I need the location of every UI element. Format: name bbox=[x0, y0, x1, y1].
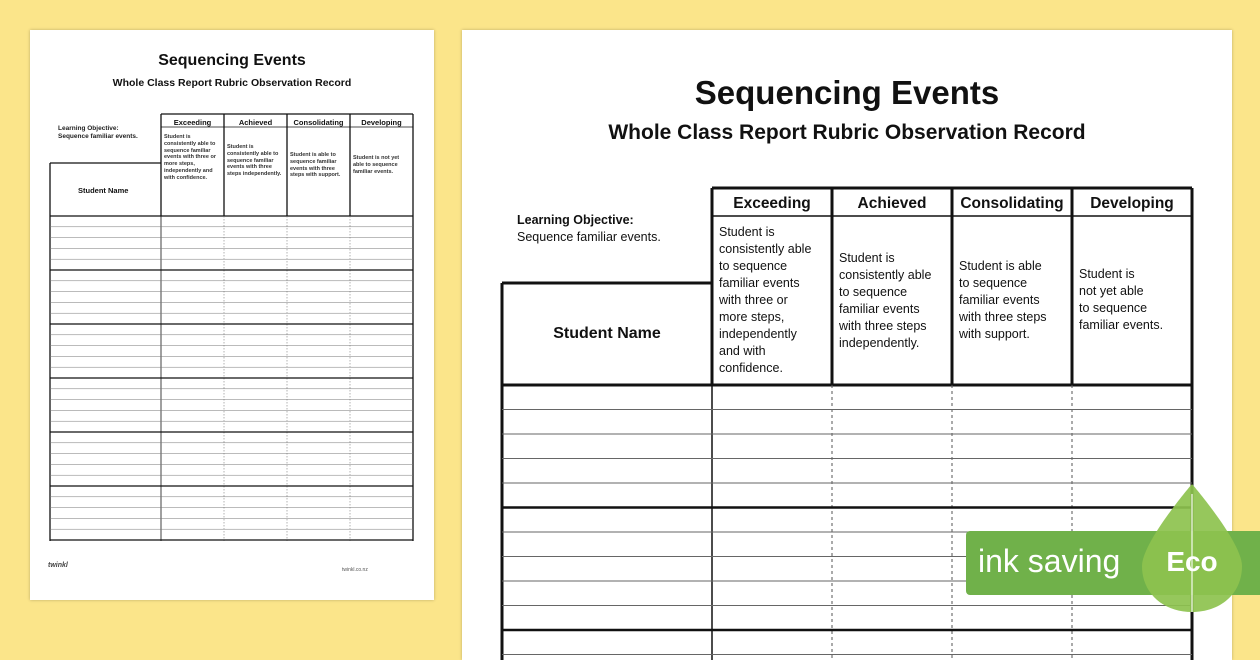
column-description-achieved bbox=[839, 250, 954, 352]
column-heading-consolidating: Consolidating bbox=[960, 195, 1064, 212]
small-col-description: Student is not yet able to sequence familiar events. bbox=[353, 155, 400, 175]
description-line: Student is bbox=[719, 225, 775, 239]
small-page-subtitle: Whole Class Report Rubric Observation Record bbox=[112, 77, 352, 89]
small-col-heading: Consolidating bbox=[293, 118, 344, 127]
learning-objective-text: Sequence familiar events. bbox=[517, 230, 661, 244]
small-learning-objective: Learning Objective: Sequence familiar events. bbox=[58, 125, 138, 140]
description-line: Student is able bbox=[959, 259, 1042, 273]
column-description-consolidating bbox=[959, 258, 1074, 343]
small-student-name-header: Student Name bbox=[78, 186, 129, 195]
description-line: independently. bbox=[839, 336, 920, 350]
small-footer-text: twinkl.co.nz bbox=[342, 567, 368, 573]
column-heading-achieved: Achieved bbox=[857, 195, 927, 212]
description-line: not yet able bbox=[1079, 284, 1144, 298]
description-line: consistently able bbox=[719, 242, 812, 256]
small-col-heading: Developing bbox=[361, 118, 402, 127]
ink-saving-label: ink saving bbox=[978, 543, 1121, 579]
small-rubric-grid bbox=[30, 30, 434, 600]
description-line: and with bbox=[719, 344, 766, 358]
description-line: with three steps bbox=[839, 319, 927, 333]
description-line: Student is bbox=[1079, 267, 1135, 281]
column-heading-developing: Developing bbox=[1090, 195, 1174, 212]
small-col-description: Student is consistently able to sequence familiar events with three steps independently. bbox=[227, 144, 282, 178]
small-page-preview bbox=[30, 30, 434, 600]
description-line: familiar events bbox=[959, 293, 1040, 307]
small-col-heading: Achieved bbox=[238, 118, 273, 127]
column-description-exceeding bbox=[719, 224, 834, 377]
description-line: with three steps bbox=[959, 310, 1047, 324]
description-line: Student is bbox=[839, 251, 895, 265]
description-line: confidence. bbox=[719, 361, 783, 375]
column-heading-exceeding: Exceeding bbox=[733, 195, 811, 212]
description-line: with three or bbox=[719, 293, 788, 307]
small-page-title: Sequencing Events bbox=[158, 52, 306, 69]
description-line: consistently able bbox=[839, 268, 932, 282]
description-line: independently bbox=[719, 327, 797, 341]
description-line: with support. bbox=[959, 327, 1030, 341]
student-name-header: Student Name bbox=[553, 325, 661, 342]
page-title: Sequencing Events bbox=[694, 74, 1000, 111]
page-subtitle: Whole Class Report Rubric Observation Record bbox=[608, 121, 1086, 144]
eco-label: Eco bbox=[1166, 546, 1218, 577]
description-line: more steps, bbox=[719, 310, 785, 324]
description-line: familiar events bbox=[839, 302, 920, 316]
small-col-description: Student is consistently able to sequence familiar events with three or more steps, independently and with confidence. bbox=[164, 134, 216, 181]
small-col-description: Student is able to sequence familiar events with three steps with support. bbox=[290, 152, 341, 179]
learning-objective-label: Learning Objective: bbox=[517, 213, 634, 227]
description-line: familiar events bbox=[719, 276, 800, 290]
description-line: familiar events. bbox=[1079, 318, 1164, 332]
description-line: to sequence bbox=[1079, 301, 1148, 315]
small-col-heading: Exceeding bbox=[173, 118, 212, 127]
description-line: to sequence bbox=[719, 259, 788, 273]
description-line: to sequence bbox=[839, 285, 908, 299]
small-footer-logo: twinkl bbox=[48, 562, 68, 569]
column-description-developing bbox=[1079, 266, 1194, 334]
description-line: to sequence bbox=[959, 276, 1028, 290]
eco-leaf-drop-icon bbox=[1138, 484, 1246, 614]
